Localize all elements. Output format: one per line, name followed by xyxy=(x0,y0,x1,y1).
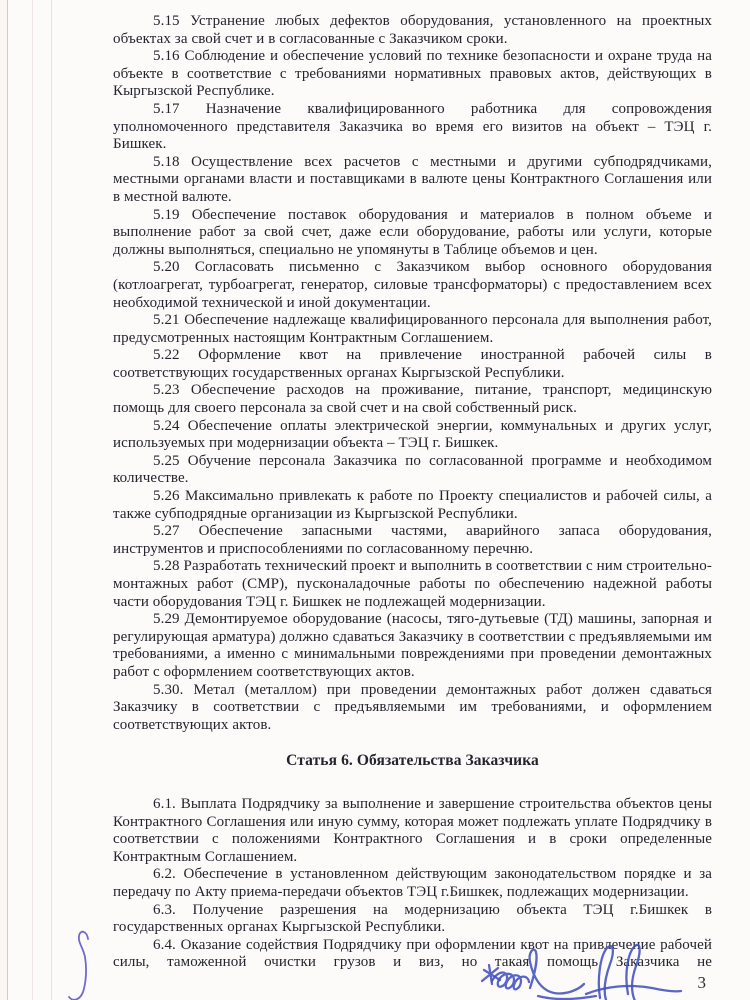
clause-5-26: 5.26 Максимально привлекать к работе по Проекту специалистов и рабочей силы, а также субподрядные организации из Кыргызской Республики. xyxy=(113,488,712,522)
clause-5-17: 5.17 Назначение квалифицированного работника для сопровождения уполномоченного представителя Заказчика во время его визитов на объект – ТЭЦ г. Бишкек. xyxy=(113,100,712,153)
clause-5-19: 5.19 Обеспечение поставок оборудования и материалов в полном объеме и выполнение работ за свой счет, даже если оборудование, работы или услуги, которые должны выполняться, специально не упомянуты в Таблице объемов и цен. xyxy=(113,206,712,258)
page-number: 3 xyxy=(697,973,706,992)
clause-5-20: 5.20 Согласовать письменно с Заказчиком выбор основного оборудования (котлоагрегат, турбоагрегат, генератор, силовые трансформаторы) с предоставлением всех необходимой технической и иной документации. xyxy=(113,259,712,311)
scan-edge-artifact xyxy=(0,0,8,1000)
clause-5-21: 5.21 Обеспечение надлежаще квалифицированного персонала для выполнения работ, предусмотренных настоящим Контрактным Соглашением. xyxy=(113,312,712,346)
clause-5-18: 5.18 Осуществление всех расчетов с местными и другими субподрядчиками, местными органами власти и поставщиками в валюте цены Контрактного Соглашения или в местной валюте. xyxy=(113,153,712,205)
clause-5-27: 5.27 Обеспечение запасными частями, аварийного запаса оборудования, инструментов и приспособлениями по согласованному перечню. xyxy=(113,523,712,557)
clause-5-23: 5.23 Обеспечение расходов на проживание, питание, транспорт, медицинскую помощь для своего персонала за свой счет и на свой собственный риск. xyxy=(113,382,712,417)
clause-5-24: 5.24 Обеспечение оплаты электрической энергии, коммунальных и других услуг, используемых при модернизации объекта – ТЭЦ г. Бишкек. xyxy=(113,417,712,452)
signature-scribble-right-icon xyxy=(578,942,683,1000)
clause-6-1: 6.1. Выплата Подрядчику за выполнение и завершение строительства объектов цены Контрактного Соглашения или иную сумму, которая может подлежать уплате Подрядчику в соответствии с положениями Контрактного Соглашения и в сроки определенные Контрактным Соглашением. xyxy=(113,795,712,865)
scan-fold-line xyxy=(51,0,52,1000)
clause-5-28: 5.28 Разработать технический проект и выполнить в соответствии с ним строительно-монтажных работ (СМР), пусконаладочные работы по обеспечению надежной работы части оборудования ТЭЦ г. Бишкек не подлежащей модернизации. xyxy=(113,558,712,610)
section-6-heading: Статья 6. Обязательства Заказчика xyxy=(286,752,539,770)
document-body xyxy=(113,13,712,972)
clause-5-25: 5.25 Обучение персонала Заказчика по согласованной программе и необходимом количестве. xyxy=(113,452,712,487)
clause-6-3: 6.3. Получение разрешения на модернизацию объекта ТЭЦ г.Бишкек в государственных органах Кыргызской Республики. xyxy=(113,901,712,936)
clause-5-30: 5.30. Метал (металлом) при проведении демонтажных работ должен сдаваться Заказчику в соответствии с предъявляемыми им требованиями, и оформлением соответствующих актов. xyxy=(113,681,712,733)
pen-stroke-left-margin-icon xyxy=(58,925,104,1000)
clause-6-4: 6.4. Оказание содействия Подрядчику при оформлении квот на привлечение рабочей силы, таможенной очистки грузов и виз, но такая помощь Заказчика не xyxy=(113,936,712,971)
clause-5-29: 5.29 Демонтируемое оборудование (насосы, тяго-дутьевые (ТД) машины, запорная и регулирующая арматура) должно сдаваться Заказчику в соответствии с предъявляемыми им требованиями, а именно с минимальными повреждениями при проведении демонтажных работ с оформлением соответствующих актов. xyxy=(113,611,712,680)
clause-6-2: 6.2. Обеспечение в установленном действующим законодательством порядке и за передачу по Акту приема-передачи объектов ТЭЦ г.Бишкек, подлежащих модернизации. xyxy=(113,866,712,900)
clause-5-15: 5.15 Устранение любых дефектов оборудования, установленного на проектных объектах за свой счет и в согласованные с Заказчиком сроки. xyxy=(113,13,712,47)
scan-fold-line xyxy=(32,0,33,1000)
clause-5-22: 5.22 Оформление квот на привлечение иностранной рабочей силы в соответствующих государственных органах Кыргызской Республики. xyxy=(113,347,712,381)
clause-5-16: 5.16 Соблюдение и обеспечение условий по технике безопасности и охране труда на объекте в соответствие с требованиями нормативных правовых актов, действующих в Кыргызской Республике. xyxy=(113,48,712,100)
